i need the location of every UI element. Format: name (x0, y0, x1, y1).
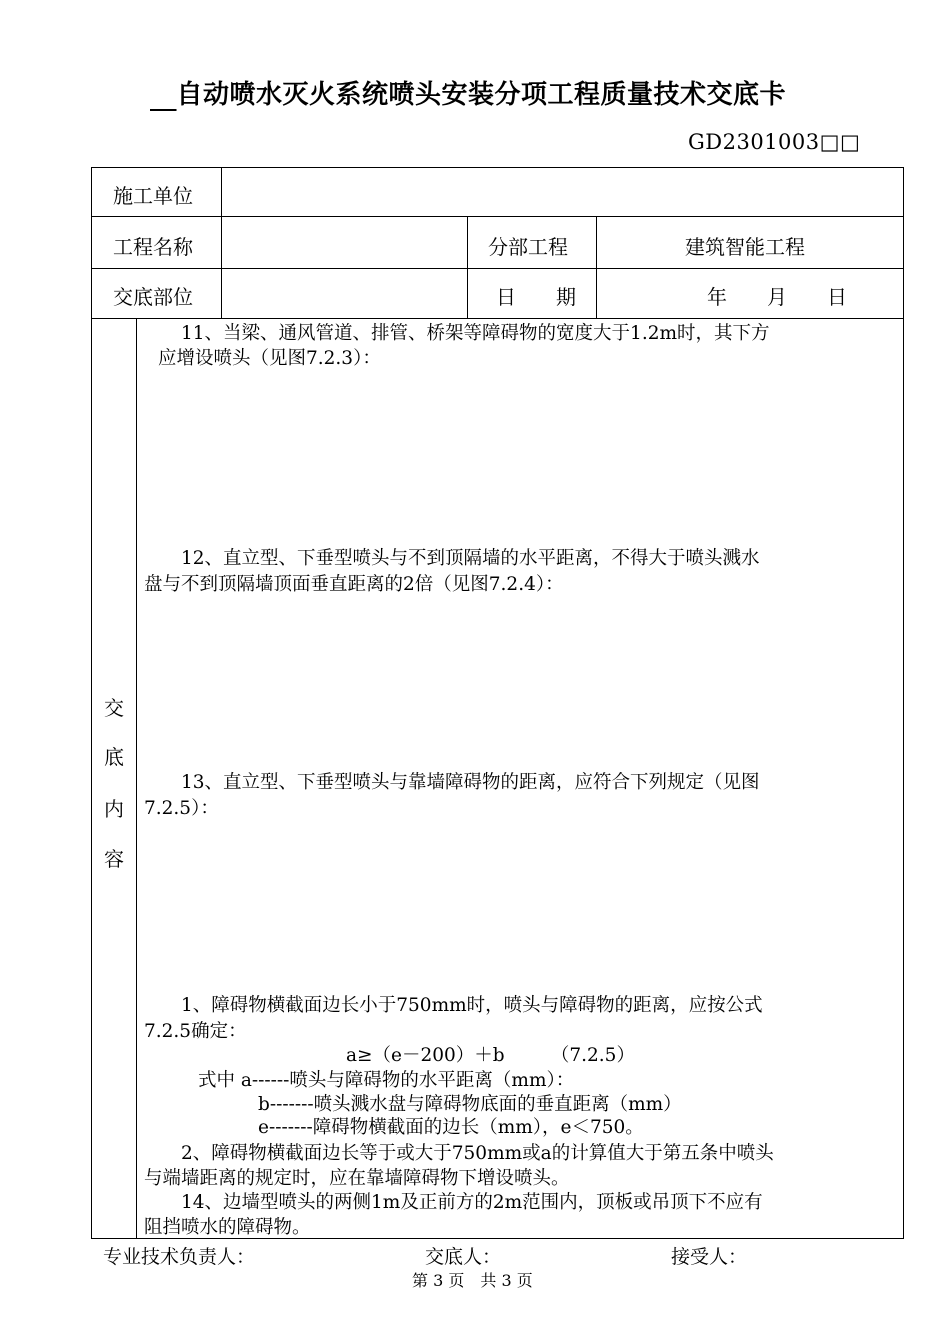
sub-project-label: 分部工程 (488, 235, 568, 259)
location-label: 交底部位 (113, 285, 193, 309)
clause-12-line2: 盘与不到顶隔墙顶面垂直距离的2倍（见图7.2.4）： (144, 574, 564, 595)
table-col-divider (596, 216, 597, 318)
sub-project-value: 建筑智能工程 (685, 235, 805, 259)
table-col-divider (467, 216, 468, 318)
content-label-char: 内 (104, 797, 124, 821)
content-label-char: 交 (104, 696, 124, 720)
clause-14-line1: 14、边墙型喷头的两侧1m及正前方的2m范围内，顶板或吊顶下不应有 (144, 1192, 763, 1213)
receiver-signature: 接受人： (671, 1246, 748, 1268)
formula-where-e: e-------障碍物横截面的边长（mm），e＜750。 (258, 1117, 644, 1138)
clause-12-line1: 12、直立型、下垂型喷头与不到顶隔墙的水平距离，不得大于喷头溅水 (144, 548, 760, 569)
content-label-char: 底 (104, 745, 124, 769)
clause-11-line2: 应增设喷头（见图7.2.3）： (158, 348, 381, 369)
table-row-divider (91, 318, 904, 319)
date-label: 日 期 (496, 285, 576, 309)
table-row-divider (91, 268, 904, 269)
formula-where-a: 式中 a------喷头与障碍物的水平距离（mm）： (198, 1070, 575, 1091)
date-value: 年 月 日 (707, 285, 847, 309)
clause-13-line1: 13、直立型、下垂型喷头与靠墙障碍物的距离，应符合下列规定（见图 (144, 772, 760, 793)
document-title: 自动喷水灭火系统喷头安装分项工程质量技术交底卡 (176, 80, 787, 110)
rule-2-line1: 2、障碍物横截面边长等于或大于750mm或a的计算值大于第五条中喷头 (144, 1143, 774, 1164)
project-name-label: 工程名称 (113, 235, 193, 259)
rule-2-line2: 与端墙距离的规定时，应在靠墙障碍物下增设喷头。 (144, 1168, 570, 1189)
formula-7-2-5: a≥（e－200）＋b （7.2.5） (346, 1045, 635, 1066)
tech-lead-signature: 专业技术负责人： (103, 1246, 256, 1268)
clause-11-line1: 11、当梁、通风管道、排管、桥架等障碍物的宽度大于1.2m时，其下方 (144, 323, 770, 344)
rule-1-line2: 7.2.5确定： (144, 1021, 247, 1042)
clause-14-line2: 阻挡喷水的障碍物。 (144, 1217, 311, 1238)
table-col-divider (136, 318, 137, 1239)
table-row-divider (91, 216, 904, 217)
formula-where-b: b-------喷头溅水盘与障碍物底面的垂直距离（mm） (258, 1094, 682, 1115)
document-code: GD2301003□□ (688, 130, 861, 154)
rule-1-line1: 1、障碍物横截面边长小于750mm时，喷头与障碍物的距离，应按公式 (144, 995, 763, 1016)
table-col-divider (221, 167, 222, 318)
discloser-signature: 交底人： (425, 1246, 502, 1268)
content-label-char: 容 (104, 847, 124, 871)
clause-13-line2: 7.2.5）： (144, 798, 219, 819)
page-number: 第 3 页 共 3 页 (412, 1271, 533, 1290)
construction-unit-label: 施工单位 (113, 184, 193, 208)
